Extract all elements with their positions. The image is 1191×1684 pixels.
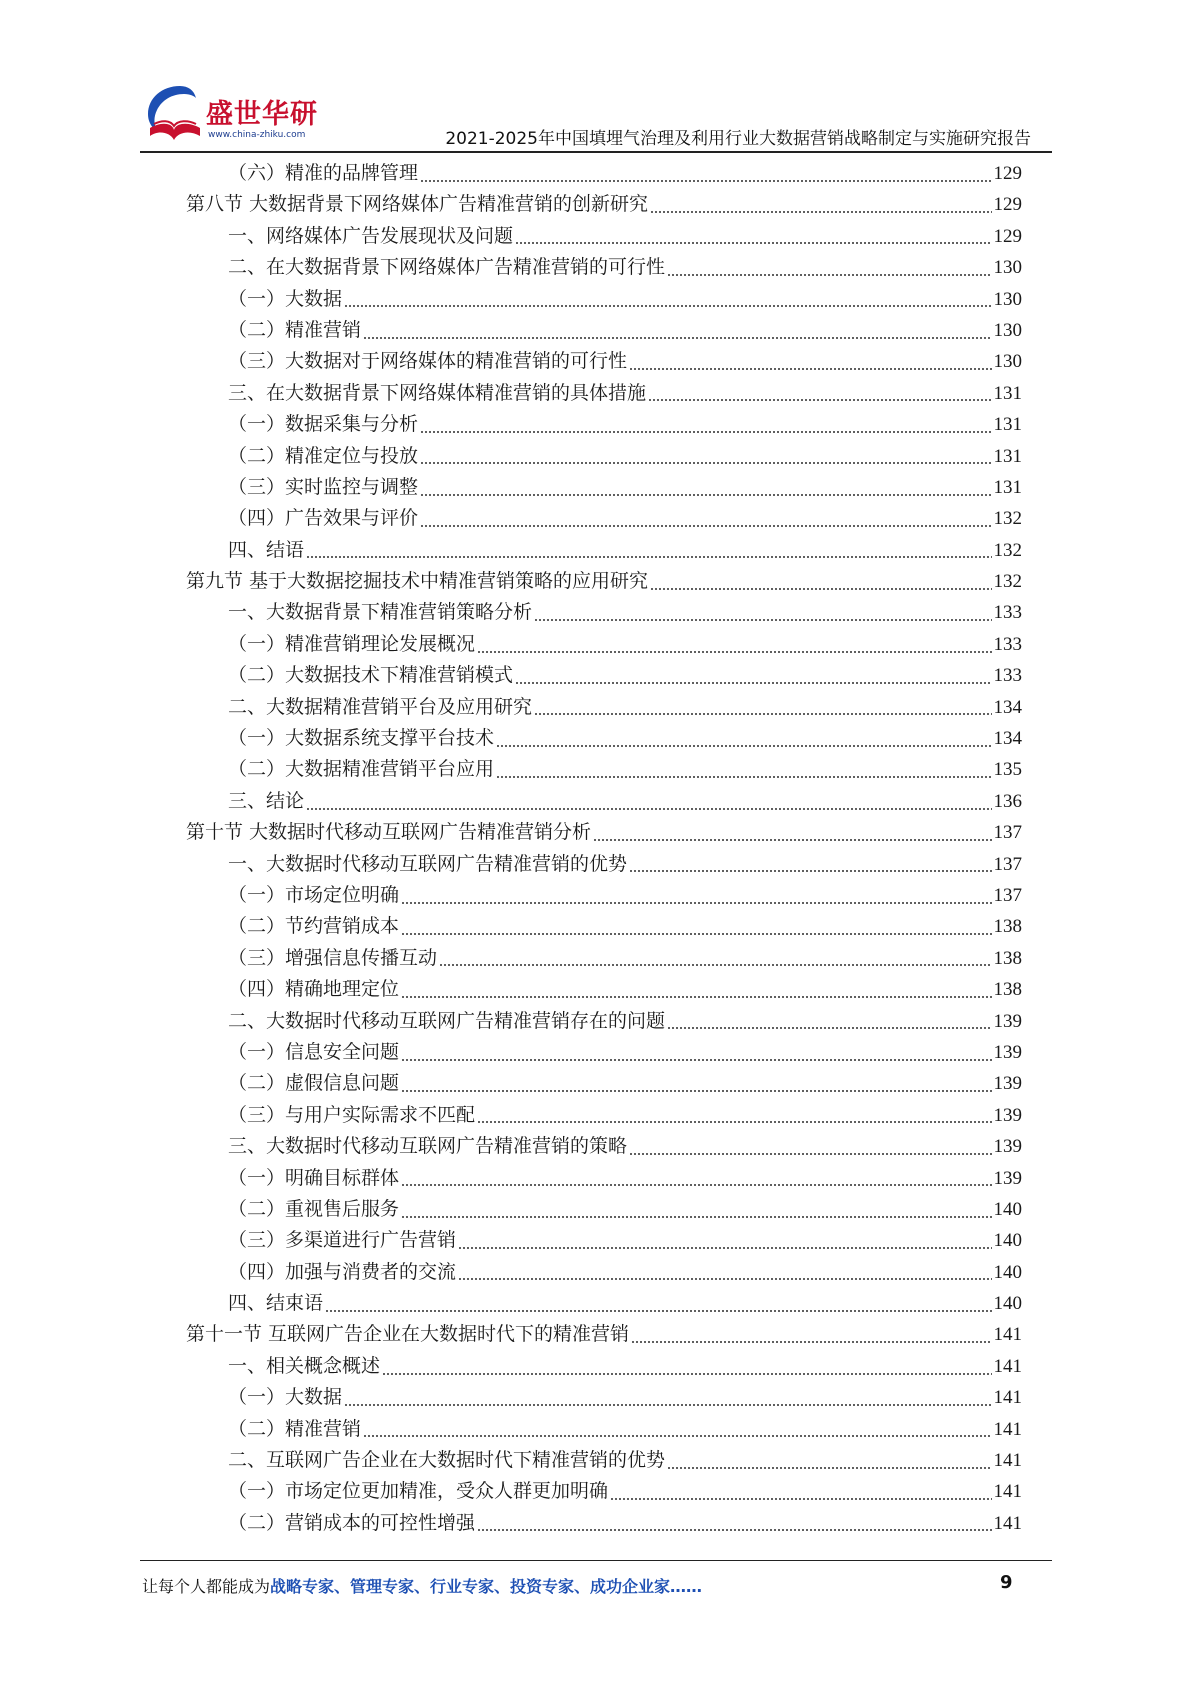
toc-leader-dots bbox=[363, 1435, 991, 1437]
logo-website: www.china-zhiku.com bbox=[208, 130, 306, 140]
toc-entry-title: 三、结论 bbox=[228, 789, 305, 812]
toc-entry-title: 二、大数据时代移动互联网广告精准营销存在的问题 bbox=[228, 1009, 666, 1032]
toc-entry-page: 129 bbox=[993, 225, 1022, 247]
toc-leader-dots bbox=[650, 588, 991, 590]
toc-entry-page: 132 bbox=[993, 539, 1022, 561]
toc-entry[interactable] bbox=[186, 629, 1022, 660]
toc-leader-dots bbox=[496, 745, 991, 747]
toc-entry[interactable] bbox=[186, 1351, 1022, 1382]
toc-leader-dots bbox=[325, 1310, 991, 1312]
toc-leader-dots bbox=[420, 462, 991, 464]
toc-entry-page: 130 bbox=[993, 351, 1022, 373]
toc-entry[interactable] bbox=[186, 189, 1022, 220]
toc-entry[interactable] bbox=[186, 1414, 1022, 1445]
toc-leader-dots bbox=[439, 964, 991, 966]
toc-leader-dots bbox=[401, 1090, 991, 1092]
toc-entry-title: （六）精准的品牌管理 bbox=[228, 162, 419, 184]
toc-entry-page: 134 bbox=[993, 696, 1022, 718]
toc-entry-page: 138 bbox=[993, 979, 1022, 1001]
toc-entry-page: 141 bbox=[993, 1387, 1022, 1409]
toc-entry[interactable] bbox=[186, 441, 1022, 472]
toc-leader-dots bbox=[667, 1467, 991, 1469]
toc-entry[interactable] bbox=[186, 1445, 1022, 1476]
toc-entry-title: （二）虚假信息问题 bbox=[228, 1072, 400, 1095]
toc-entry-page: 131 bbox=[993, 476, 1022, 498]
toc-entry[interactable] bbox=[186, 1037, 1022, 1068]
table-of-contents bbox=[186, 158, 1022, 1539]
toc-entry-title: （二）营销成本的可控性增强 bbox=[228, 1511, 476, 1534]
toc-entry-page: 139 bbox=[993, 1010, 1022, 1032]
header-divider bbox=[140, 151, 1052, 153]
toc-entry-page: 141 bbox=[993, 1450, 1022, 1472]
toc-leader-dots bbox=[667, 274, 991, 276]
toc-entry-title: 三、在大数据背景下网络媒体精准营销的具体措施 bbox=[228, 381, 647, 404]
toc-entry[interactable] bbox=[186, 786, 1022, 817]
toc-leader-dots bbox=[306, 808, 991, 810]
toc-leader-dots bbox=[515, 242, 991, 244]
toc-leader-dots bbox=[610, 1498, 991, 1500]
toc-entry-page: 139 bbox=[993, 1073, 1022, 1095]
toc-leader-dots bbox=[667, 1027, 991, 1029]
toc-entry-title: （三）增强信息传播互动 bbox=[228, 946, 438, 969]
toc-entry-title: （二）大数据精准营销平台应用 bbox=[228, 758, 495, 781]
toc-entry-page: 139 bbox=[993, 1136, 1022, 1158]
toc-leader-dots bbox=[401, 996, 991, 998]
toc-entry-page: 129 bbox=[993, 163, 1022, 184]
toc-leader-dots bbox=[363, 337, 991, 339]
toc-entry-title: 一、网络媒体广告发展现状及问题 bbox=[228, 224, 514, 247]
toc-entry-page: 141 bbox=[993, 1355, 1022, 1377]
toc-entry-title: （四）广告效果与评价 bbox=[228, 507, 419, 530]
toc-entry-page: 130 bbox=[993, 288, 1022, 310]
toc-entry-title: 一、大数据时代移动互联网广告精准营销的优势 bbox=[228, 852, 628, 875]
toc-leader-dots bbox=[477, 651, 991, 653]
toc-entry-title: 一、相关概念概述 bbox=[228, 1354, 381, 1377]
toc-entry-page: 133 bbox=[993, 602, 1022, 624]
toc-leader-dots bbox=[629, 1153, 991, 1155]
toc-entry-page: 139 bbox=[993, 1167, 1022, 1189]
toc-entry-page: 140 bbox=[993, 1230, 1022, 1252]
toc-leader-dots bbox=[401, 1184, 991, 1186]
toc-entry-title: 二、在大数据背景下网络媒体广告精准营销的可行性 bbox=[228, 256, 666, 279]
toc-entry-page: 132 bbox=[993, 571, 1022, 593]
toc-entry[interactable] bbox=[186, 1382, 1022, 1413]
toc-entry-page: 138 bbox=[993, 947, 1022, 969]
toc-entry[interactable] bbox=[186, 1225, 1022, 1256]
toc-entry[interactable] bbox=[186, 315, 1022, 346]
toc-entry[interactable] bbox=[186, 409, 1022, 440]
toc-leader-dots bbox=[629, 870, 991, 872]
toc-entry-title: 第九节 基于大数据挖掘技术中精准营销策略的应用研究 bbox=[186, 570, 649, 593]
toc-entry-page: 133 bbox=[993, 665, 1022, 687]
toc-entry[interactable] bbox=[186, 503, 1022, 534]
toc-entry-title: （二）精准营销 bbox=[228, 318, 362, 341]
toc-leader-dots bbox=[306, 556, 991, 558]
toc-entry-page: 139 bbox=[993, 1041, 1022, 1063]
toc-leader-dots bbox=[650, 211, 991, 213]
page-header bbox=[0, 0, 1191, 160]
toc-entry[interactable] bbox=[186, 1288, 1022, 1319]
toc-entry[interactable] bbox=[186, 1100, 1022, 1131]
toc-entry-title: （一）信息安全问题 bbox=[228, 1040, 400, 1063]
toc-entry-page: 137 bbox=[993, 853, 1022, 875]
toc-leader-dots bbox=[401, 1216, 991, 1218]
toc-entry[interactable] bbox=[186, 754, 1022, 785]
toc-entry-title: 二、大数据精准营销平台及应用研究 bbox=[228, 695, 533, 718]
toc-entry[interactable] bbox=[186, 378, 1022, 409]
toc-entry-title: （一）大数据系统支撑平台技术 bbox=[228, 727, 495, 750]
toc-entry[interactable] bbox=[186, 566, 1022, 597]
toc-entry[interactable] bbox=[186, 1257, 1022, 1288]
toc-entry[interactable] bbox=[186, 284, 1022, 315]
footer-divider bbox=[140, 1560, 1052, 1561]
toc-entry-title: 第十节 大数据时代移动互联网广告精准营销分析 bbox=[186, 821, 592, 844]
toc-entry-title: （二）精准营销 bbox=[228, 1417, 362, 1440]
toc-entry[interactable] bbox=[186, 158, 1022, 189]
toc-entry-page: 134 bbox=[993, 728, 1022, 750]
toc-entry[interactable] bbox=[186, 1194, 1022, 1225]
footer-slogan-lead: 让每个人都能成为 bbox=[142, 1577, 271, 1596]
toc-entry-title: 第十一节 互联网广告企业在大数据时代下的精准营销 bbox=[186, 1323, 630, 1346]
footer-slogan-highlight: 战略专家、管理专家、行业专家、投资专家、成功企业家…… bbox=[270, 1577, 703, 1596]
toc-entry[interactable] bbox=[186, 723, 1022, 754]
toc-entry-title: 四、结语 bbox=[228, 538, 305, 561]
toc-entry[interactable] bbox=[186, 472, 1022, 503]
toc-entry[interactable] bbox=[186, 660, 1022, 691]
toc-entry-title: （一）精准营销理论发展概况 bbox=[228, 632, 476, 655]
logo-brand-name: 盛世华研 bbox=[206, 99, 318, 130]
toc-entry-title: （三）与用户实际需求不匹配 bbox=[228, 1103, 476, 1126]
report-title: 2021-2025年中国填埋气治理及利用行业大数据营销战略制定与实施研究报告 bbox=[445, 129, 1031, 149]
toc-entry-page: 131 bbox=[993, 382, 1022, 404]
toc-entry-page: 133 bbox=[993, 633, 1022, 655]
toc-entry-page: 131 bbox=[993, 445, 1022, 467]
page-number: 9 bbox=[1000, 1572, 1013, 1593]
toc-leader-dots bbox=[420, 180, 991, 182]
toc-entry-page: 140 bbox=[993, 1261, 1022, 1283]
toc-leader-dots bbox=[629, 368, 991, 370]
company-logo bbox=[140, 82, 320, 152]
toc-entry-title: 四、结束语 bbox=[228, 1292, 324, 1315]
toc-entry-title: （一）市场定位明确 bbox=[228, 883, 400, 906]
toc-entry-page: 141 bbox=[993, 1481, 1022, 1503]
toc-leader-dots bbox=[648, 399, 991, 401]
toc-entry-title: （四）精确地理定位 bbox=[228, 978, 400, 1001]
toc-leader-dots bbox=[420, 494, 991, 496]
toc-entry-page: 137 bbox=[993, 822, 1022, 844]
toc-entry[interactable] bbox=[186, 1319, 1022, 1350]
toc-entry-page: 139 bbox=[993, 1104, 1022, 1126]
toc-entry-page: 141 bbox=[993, 1512, 1022, 1534]
toc-entry-page: 141 bbox=[993, 1418, 1022, 1440]
toc-entry[interactable] bbox=[186, 911, 1022, 942]
toc-entry[interactable] bbox=[186, 817, 1022, 848]
toc-entry-title: （二）节约营销成本 bbox=[228, 915, 400, 938]
toc-entry[interactable] bbox=[186, 1163, 1022, 1194]
toc-entry[interactable] bbox=[186, 692, 1022, 723]
toc-entry-title: （三）多渠道进行广告营销 bbox=[228, 1229, 457, 1252]
toc-entry-title: 二、互联网广告企业在大数据时代下精准营销的优势 bbox=[228, 1449, 666, 1472]
toc-leader-dots bbox=[458, 1278, 991, 1280]
toc-leader-dots bbox=[401, 1059, 991, 1061]
toc-entry-title: （一）明确目标群体 bbox=[228, 1166, 400, 1189]
toc-entry[interactable] bbox=[186, 221, 1022, 252]
toc-entry[interactable] bbox=[186, 535, 1022, 566]
toc-leader-dots bbox=[344, 305, 991, 307]
toc-entry-title: 一、大数据背景下精准营销策略分析 bbox=[228, 601, 533, 624]
toc-entry-page: 136 bbox=[993, 790, 1022, 812]
toc-entry-title: 第八节 大数据背景下网络媒体广告精准营销的创新研究 bbox=[186, 193, 649, 216]
toc-entry-page: 129 bbox=[993, 194, 1022, 216]
toc-entry[interactable] bbox=[186, 346, 1022, 377]
toc-entry-page: 135 bbox=[993, 759, 1022, 781]
toc-entry-title: （二）大数据技术下精准营销模式 bbox=[228, 664, 514, 687]
toc-entry-page: 137 bbox=[993, 884, 1022, 906]
toc-leader-dots bbox=[515, 682, 991, 684]
footer-slogan bbox=[142, 1574, 702, 1597]
toc-entry[interactable] bbox=[186, 1508, 1022, 1539]
toc-entry-title: （二）精准定位与投放 bbox=[228, 444, 419, 467]
toc-entry-title: 三、大数据时代移动互联网广告精准营销的策略 bbox=[228, 1135, 628, 1158]
toc-entry-title: （一）大数据 bbox=[228, 287, 343, 310]
logo-emblem-icon bbox=[140, 82, 206, 148]
toc-leader-dots bbox=[420, 525, 991, 527]
toc-leader-dots bbox=[496, 776, 991, 778]
toc-entry-page: 130 bbox=[993, 319, 1022, 341]
toc-leader-dots bbox=[534, 619, 991, 621]
toc-entry-title: （四）加强与消费者的交流 bbox=[228, 1260, 457, 1283]
toc-entry[interactable] bbox=[186, 943, 1022, 974]
toc-entry-title: （一）大数据 bbox=[228, 1386, 343, 1409]
toc-leader-dots bbox=[477, 1529, 991, 1531]
toc-entry-page: 140 bbox=[993, 1293, 1022, 1315]
toc-leader-dots bbox=[344, 1404, 991, 1406]
toc-entry-page: 132 bbox=[993, 508, 1022, 530]
toc-leader-dots bbox=[458, 1247, 991, 1249]
toc-leader-dots bbox=[382, 1373, 991, 1375]
toc-entry-title: （一）市场定位更加精准，受众人群更加明确 bbox=[228, 1480, 609, 1503]
toc-entry-page: 138 bbox=[993, 916, 1022, 938]
toc-entry[interactable] bbox=[186, 1131, 1022, 1162]
toc-entry[interactable] bbox=[186, 849, 1022, 880]
toc-leader-dots bbox=[631, 1341, 991, 1343]
toc-entry[interactable] bbox=[186, 1476, 1022, 1507]
toc-entry[interactable] bbox=[186, 880, 1022, 911]
toc-leader-dots bbox=[477, 1121, 991, 1123]
toc-entry-title: （三）实时监控与调整 bbox=[228, 475, 419, 498]
toc-entry-page: 131 bbox=[993, 414, 1022, 436]
toc-leader-dots bbox=[593, 839, 991, 841]
toc-entry[interactable] bbox=[186, 597, 1022, 628]
toc-entry[interactable] bbox=[186, 1006, 1022, 1037]
toc-entry-title: （三）大数据对于网络媒体的精准营销的可行性 bbox=[228, 350, 628, 373]
toc-entry-page: 141 bbox=[993, 1324, 1022, 1346]
toc-entry[interactable] bbox=[186, 974, 1022, 1005]
toc-entry-page: 140 bbox=[993, 1198, 1022, 1220]
toc-leader-dots bbox=[420, 431, 991, 433]
toc-entry[interactable] bbox=[186, 252, 1022, 283]
toc-entry-title: （二）重视售后服务 bbox=[228, 1197, 400, 1220]
toc-leader-dots bbox=[534, 713, 991, 715]
toc-leader-dots bbox=[401, 902, 991, 904]
toc-entry-page: 130 bbox=[993, 257, 1022, 279]
toc-entry[interactable] bbox=[186, 1068, 1022, 1099]
toc-leader-dots bbox=[401, 933, 991, 935]
toc-entry-title: （一）数据采集与分析 bbox=[228, 413, 419, 436]
